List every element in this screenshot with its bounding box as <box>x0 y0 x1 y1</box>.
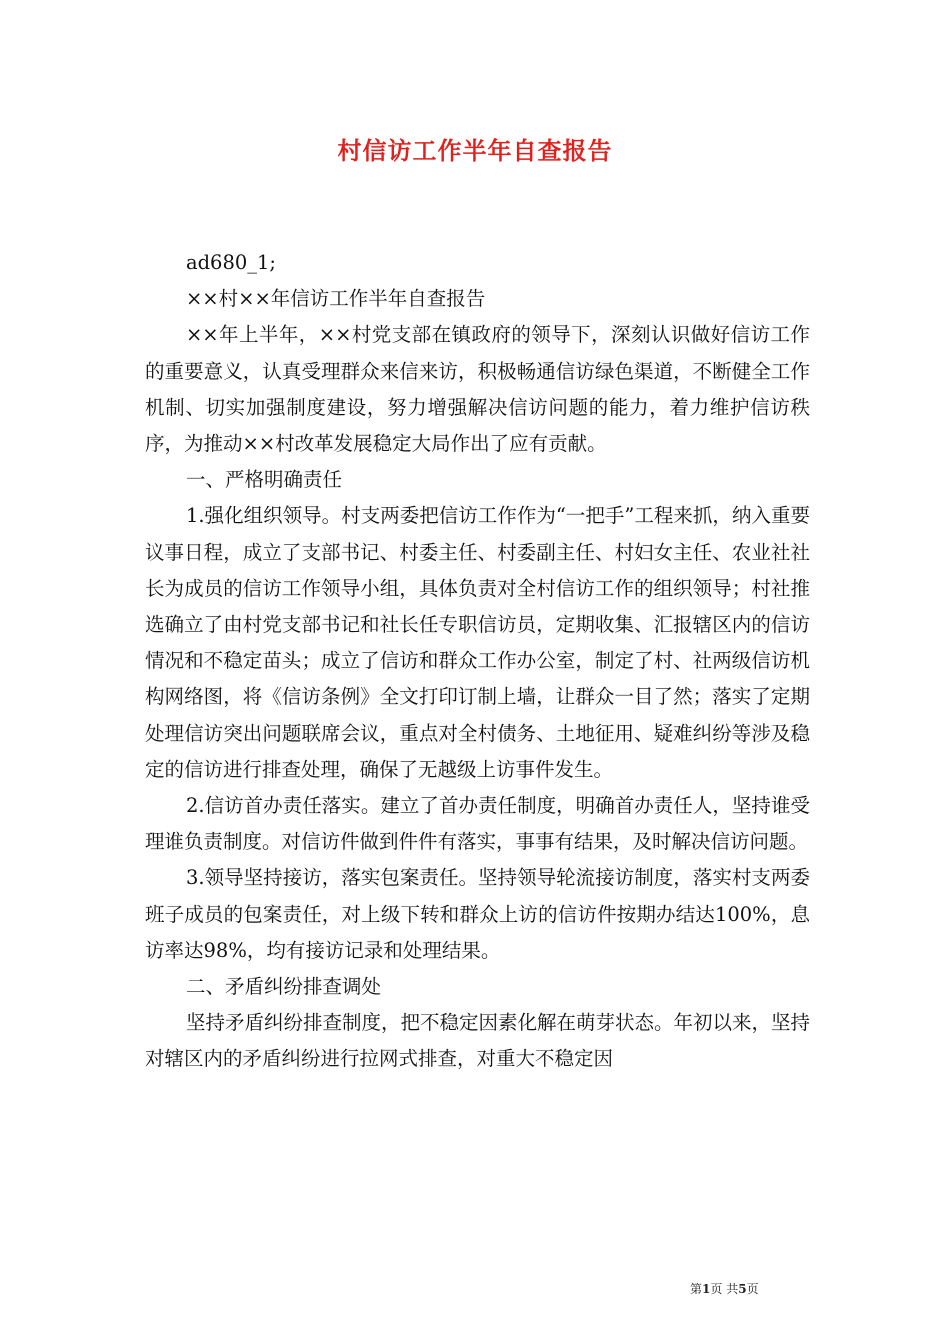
footer-prefix: 第 <box>690 1282 703 1296</box>
footer-current-page: 1 <box>702 1282 711 1296</box>
paragraph-subtitle: ××村××年信访工作半年自查报告 <box>185 287 486 311</box>
page-footer <box>690 1280 759 1297</box>
document-body <box>145 245 810 1078</box>
section-heading-1: 一、严格明确责任 <box>185 468 342 492</box>
paragraph-item-1: 1.强化组织领导。村支两委把信访工作作为“一把手”工程来抓，纳入重要议事日程，成立了支部书记、村委主任、村委副主任、村妇女主任、农业社社长为成员的信访工作领导小组，具体负责对全村信访工作的组织领导；村社推选确立了由村党支部书记和社长任专职信访员，定期收集、汇报辖区内的信访情况和不稳定苗头；成立了信访和群众工作办公室，制定了村、社两级信访机构网络图，将《信访条例》全文打印订制上墙，让群众一目了然；落实了定期处理信访突出问题联席会议，重点对全村债务、土地征用、疑难纠纷等涉及稳定的信访进行排查处理，确保了无越级上访事件发生。 <box>145 504 810 781</box>
document-title: 村信访工作半年自查报告 <box>337 136 613 165</box>
paragraph-item-3: 3.领导坚持接访，落实包案责任。坚持领导轮流接访制度，落实村支两委班子成员的包案责任，对上级下转和群众上访的信访件按期办结达100%，息访率达98%，均有接访记录和处理结果。 <box>145 866 810 962</box>
paragraph-intro: ××年上半年，××村党支部在镇政府的领导下，深刻认识做好信访工作的重要意义，认真受理群众来信来访，积极畅通信访绿色渠道，不断健全工作机制、切实加强制度建设，努力增强解决信访问题的能力，着力维护信访秩序，为推动××村改革发展稳定大局作出了应有贡献。 <box>145 323 810 456</box>
footer-suffix: 页 <box>746 1282 759 1296</box>
paragraph-item-2: 2.信访首办责任落实。建立了首办责任制度，明确首办责任人，坚持谁受理谁负责制度。对信访件做到件件有落实，事事有结果，及时解决信访问题。 <box>145 794 810 854</box>
footer-middle: 页 共 <box>710 1282 739 1296</box>
section-heading-2: 二、矛盾纠纷排查调处 <box>185 975 381 999</box>
paragraph-section-2: 坚持矛盾纠纷排查制度，把不稳定因素化解在萌芽状态。年初以来，坚持对辖区内的矛盾纠纷进行拉网式排查，对重大不稳定因 <box>145 1011 810 1071</box>
paragraph-code: ad680_1; <box>185 251 276 274</box>
footer-total-pages: 5 <box>738 1282 747 1296</box>
